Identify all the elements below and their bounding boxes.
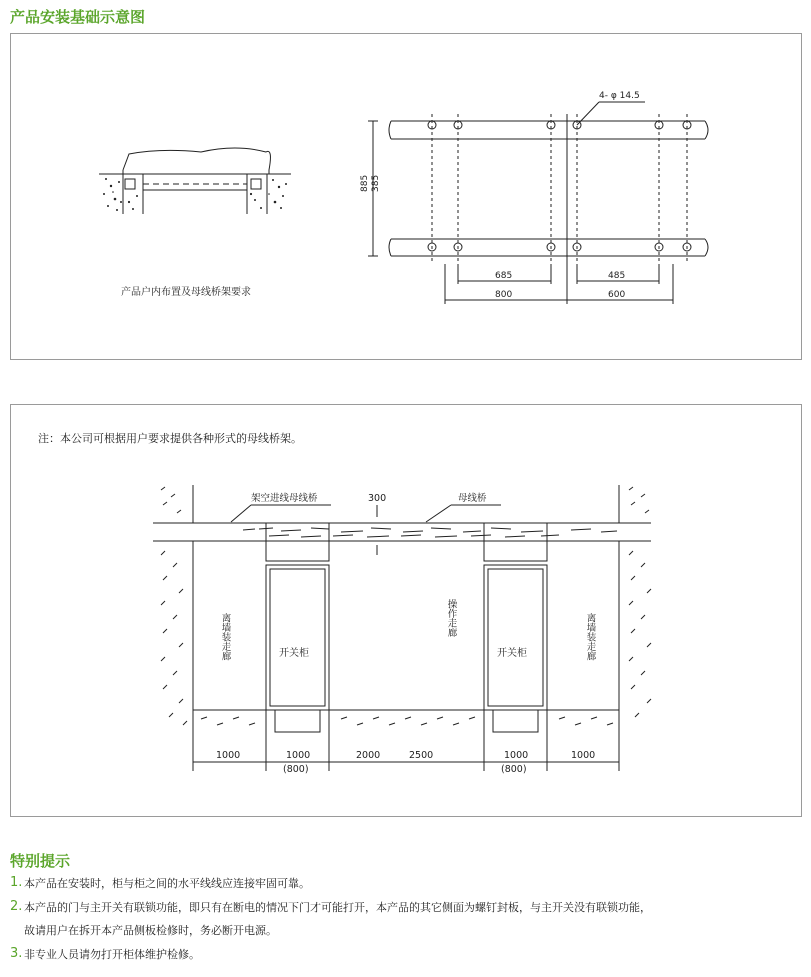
operation-aisle-label: 操作走廊 bbox=[445, 599, 457, 637]
tip-item bbox=[10, 946, 805, 961]
bus-hatching bbox=[243, 528, 617, 537]
section-title-tips: 特别提示 bbox=[10, 852, 71, 870]
tip-number: 2. bbox=[10, 899, 23, 914]
dim-cabinet-left: 1000 bbox=[286, 750, 311, 761]
diagram1-caption: 产品户内布置及母线桥架要求 bbox=[121, 287, 251, 298]
section-title-install: 产品安装基础示意图 bbox=[10, 8, 146, 26]
layout-diagram-panel bbox=[10, 404, 802, 817]
wall-aisle-left-label: 离墙装走廊 bbox=[219, 613, 231, 661]
layout-diagram bbox=[11, 405, 801, 816]
soil-hatch-left bbox=[103, 178, 138, 211]
overhead-bridge-label: 架空进线母线桥 bbox=[251, 493, 318, 504]
install-diagram-panel bbox=[10, 33, 802, 360]
rail-plan bbox=[368, 102, 708, 304]
dim-cabinet-left-alt: (800) bbox=[283, 764, 309, 775]
bus-bridge-label: 母线桥 bbox=[458, 493, 487, 504]
tip-text: 本产品的门与主开关有联锁功能，即只有在断电的情况下门才可能打开，本产品的其它侧面为螺钉封板，与主开关没有联锁功能， bbox=[24, 901, 651, 914]
tips-list bbox=[10, 875, 805, 973]
dim-685: 685 bbox=[495, 271, 513, 281]
soil-hatch-right bbox=[250, 179, 287, 209]
tip-item bbox=[10, 899, 805, 937]
dim-600: 600 bbox=[608, 290, 626, 300]
dim-300: 300 bbox=[368, 493, 387, 504]
dim-operation-max: 2500 bbox=[409, 750, 434, 761]
dim-885: 885 bbox=[360, 174, 370, 192]
bridge-note: 注：本公司可根据用户要求提供各种形式的母线桥架。 bbox=[38, 432, 302, 445]
dim-aisle-left: 1000 bbox=[216, 750, 241, 761]
cabinet-left-label: 开关柜 bbox=[279, 648, 309, 659]
dim-385: 385 bbox=[371, 174, 381, 192]
hole-spec-label: 4- φ 14.5 bbox=[599, 91, 640, 101]
tip-text-continued: 故请用户在拆开本产品侧板检修时，务必断开电源。 bbox=[24, 924, 277, 937]
cabinet-right-label: 开关柜 bbox=[497, 648, 527, 659]
dim-800: 800 bbox=[495, 290, 513, 300]
floor-hatch bbox=[201, 717, 613, 725]
tip-item bbox=[10, 875, 805, 890]
dim-operation-min: 2000 bbox=[356, 750, 381, 761]
tip-text: 本产品在安装时，柜与柜之间的水平线线应连接牢固可靠。 bbox=[24, 877, 310, 890]
tip-text: 非专业人员请勿打开柜体维护检修。 bbox=[24, 948, 200, 961]
cabinet-foundation-sketch bbox=[99, 148, 291, 214]
dim-aisle-right: 1000 bbox=[571, 750, 596, 761]
install-diagram bbox=[11, 34, 801, 359]
wall-hatch-right bbox=[629, 487, 651, 717]
dim-485: 485 bbox=[608, 271, 626, 281]
tip-number: 3. bbox=[10, 946, 23, 961]
dim-cabinet-right: 1000 bbox=[504, 750, 529, 761]
tip-number: 1. bbox=[10, 875, 23, 890]
wall-aisle-right-label: 离墙装走廊 bbox=[584, 613, 596, 661]
dim-cabinet-right-alt: (800) bbox=[501, 764, 527, 775]
